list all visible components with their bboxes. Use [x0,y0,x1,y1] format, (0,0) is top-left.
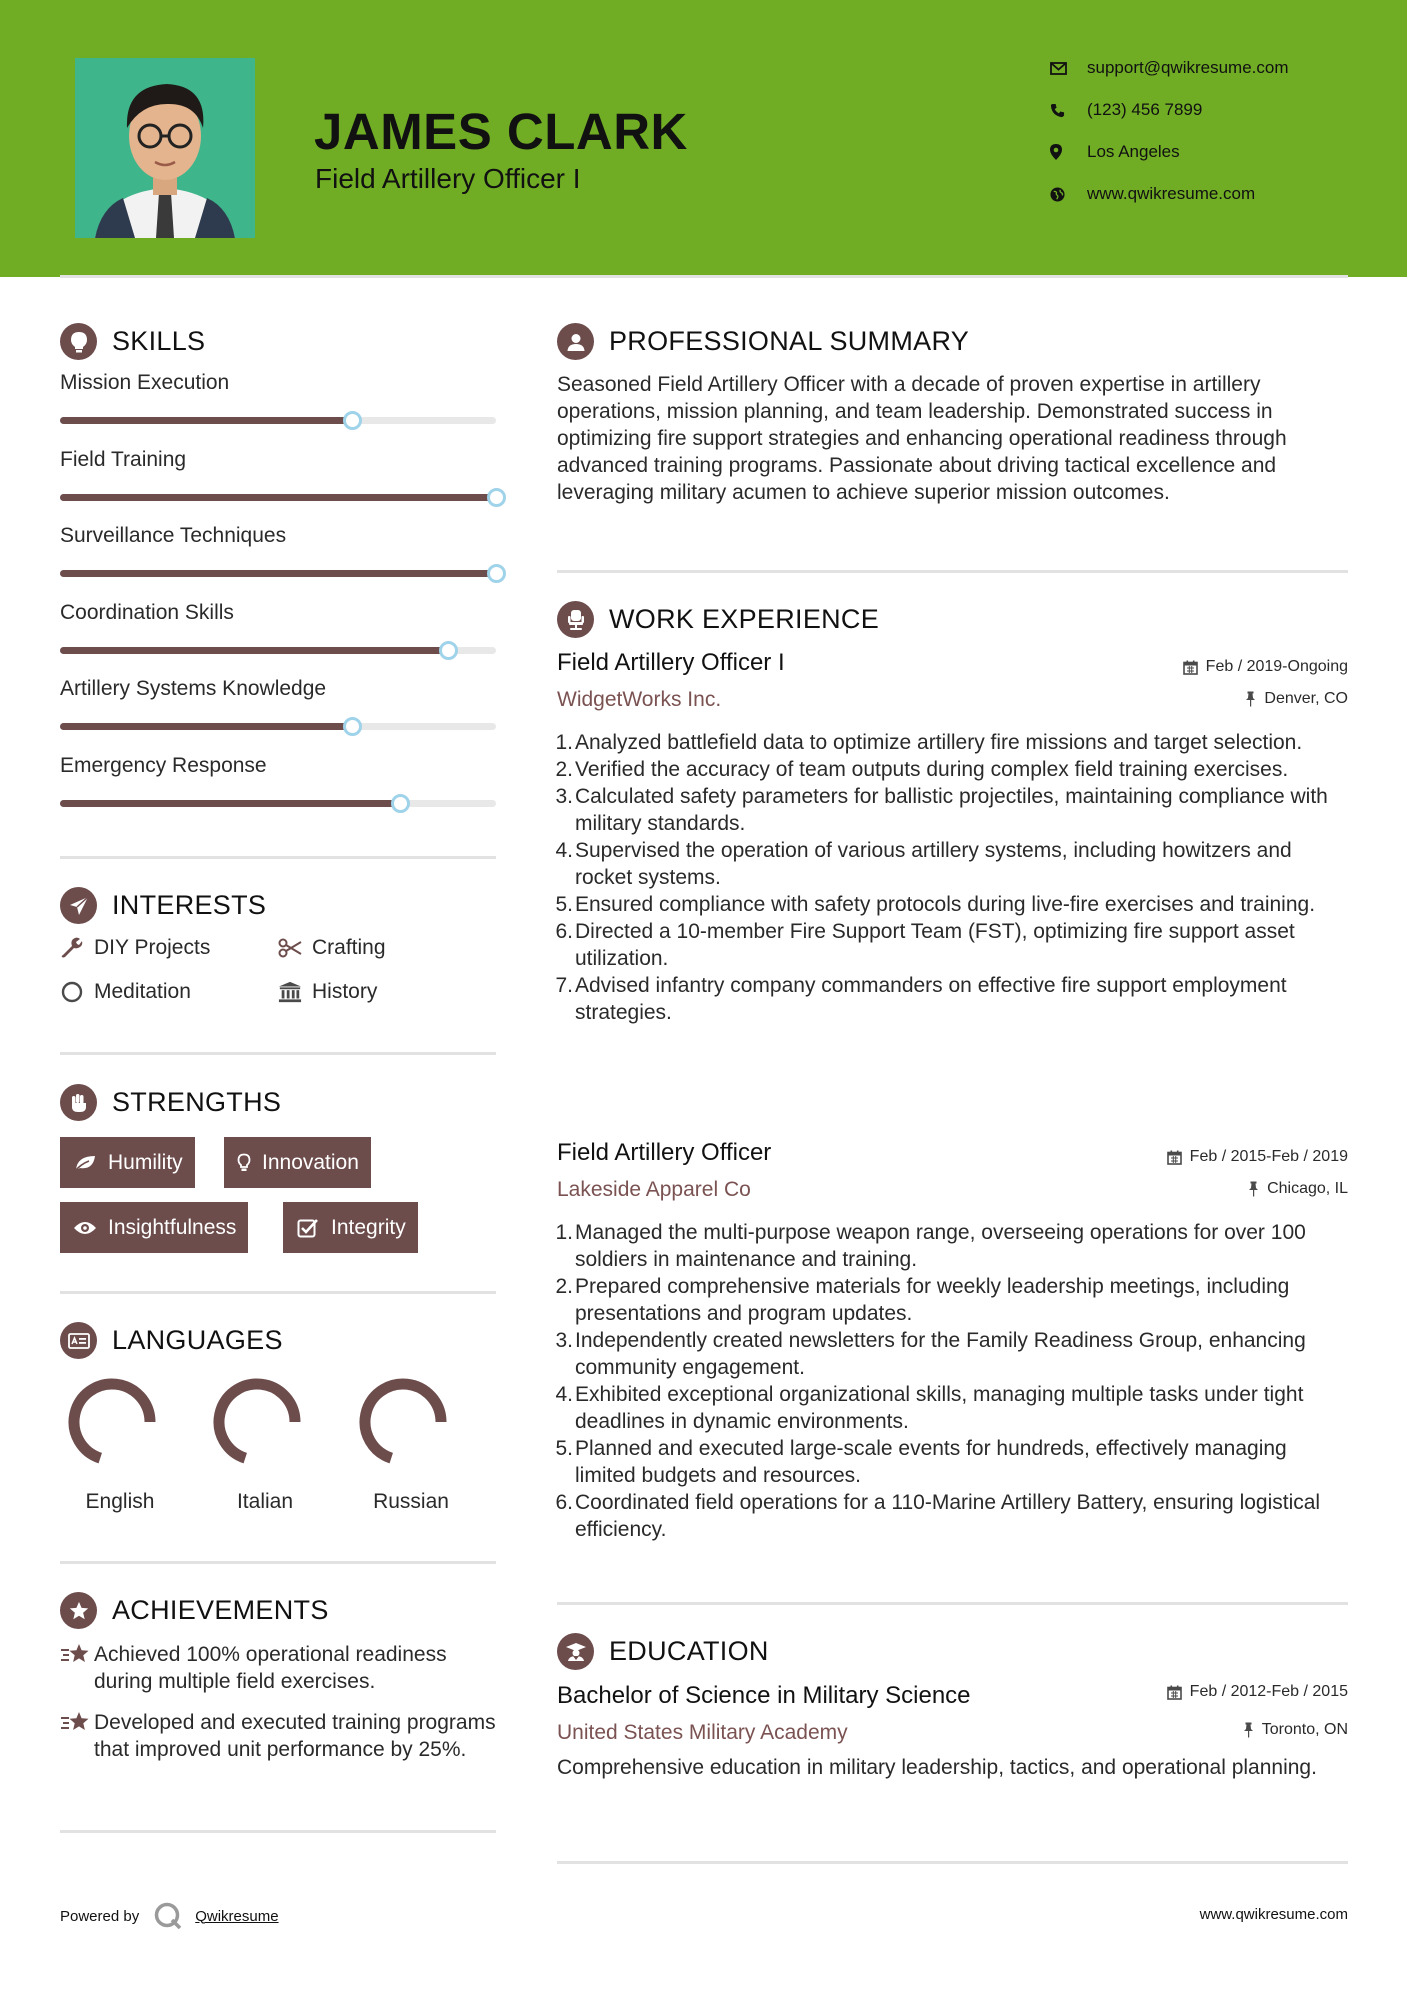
education-dates-text: Feb / 2012-Feb / 2015 [1189,1683,1348,1700]
skill-level-bar [60,570,496,577]
job-bullet: 1. Analyzed battlefield data to optimize artillery fire missions and target selection. [555,731,1303,754]
star-badge-icon [60,1592,97,1629]
interest-label: DIY Projects [94,936,211,959]
user-icon [557,323,594,360]
job-bullets [552,729,1352,1026]
contact-website-text: www.qwikresume.com [1087,184,1256,203]
strength-chip [60,1202,248,1253]
job-location-text: Chicago, IL [1267,1180,1348,1197]
language-label: Russian [373,1490,449,1513]
institution-icon [278,980,302,1004]
skill-label: Emergency Response [60,753,267,777]
job-title: Field Artillery Officer [557,1139,772,1166]
language-level-ring [74,1384,150,1458]
languages-heading [60,1322,283,1359]
strength-label: Innovation [262,1150,359,1174]
eye-icon [72,1220,98,1236]
skills-divider [60,856,496,859]
skill-label: Surveillance Techniques [60,524,287,547]
experience-divider [557,1602,1348,1605]
language-level-ring [219,1384,295,1458]
job-bullet: 5. Ensured compliance with safety protocols during live-fire exercises and training. [555,893,1316,916]
education-title: EDUCATION [609,1636,769,1666]
powered-by-text: Powered by [60,1907,140,1925]
trophy-star-icon [60,1710,94,1743]
contact-website[interactable] [1050,184,1255,204]
achievement-item [60,1641,500,1695]
interest-label: Meditation [94,980,191,1003]
summary-heading [557,323,969,360]
strength-label: Humility [108,1150,183,1174]
phone-icon [1050,100,1078,120]
scissors-icon [278,936,302,960]
job-bullet: 1. Managed the multi-purpose weapon range, overseeing operations for over 100 soldiers in maintenance and training. [555,1221,1306,1271]
experience-heading [557,601,879,638]
powered-by [60,1901,279,1931]
skills-heading [60,323,205,360]
calendar-icon [1167,1685,1182,1700]
interests-divider [60,1052,496,1055]
job-bullet: 3. Calculated safety parameters for ballistic projectiles, maintaining compliance with military standards. [555,785,1328,835]
interest-label: History [312,980,378,1003]
interest-item [60,980,191,1004]
profile-photo [75,58,255,238]
qwikresume-logo-icon [153,1901,183,1931]
achievement-text: Developed and executed training programs that improved unit performance by 25%. [94,1711,496,1761]
job-bullet: 5. Planned and executed large-scale events for hundreds, effectively managing limited budgets and resources. [555,1437,1287,1487]
circle-icon [60,980,84,1004]
education-location [1243,1721,1348,1739]
job-bullet: 2. Prepared comprehensive materials for weekly leadership meetings, including presentations and program updates. [555,1275,1290,1325]
achievement-item [60,1709,500,1763]
globe-icon [1050,184,1078,204]
achievements-divider [60,1830,496,1833]
job-dates-text: Feb / 2015-Feb / 2019 [1189,1148,1348,1165]
calendar-icon [1167,1150,1182,1165]
skill-level-knob [487,564,506,583]
footer-url[interactable]: www.qwikresume.com [1199,1906,1348,1923]
skill-level-knob [343,411,362,430]
interest-item [278,936,386,960]
trophy-star-icon [60,1642,94,1675]
skill-level-fill [60,417,352,424]
contact-email[interactable] [1050,58,1289,78]
contact-phone-text: (123) 456 7899 [1087,100,1203,119]
language-rings [60,1370,500,1480]
education-divider [557,1861,1348,1864]
experience-title: WORK EXPERIENCE [609,604,880,634]
skill-level-fill [60,723,352,730]
skill-level-knob [487,488,506,507]
office-chair-icon [557,601,594,638]
job-bullets [552,1219,1352,1543]
job-dates [1183,658,1348,676]
skill-level-fill [60,494,496,501]
job-dates-text: Feb / 2019-Ongoing [1205,658,1348,675]
skill-level-knob [343,717,362,736]
pushpin-icon [1248,1181,1259,1197]
skill-level-knob [391,794,410,813]
skill-level-bar [60,723,496,730]
skill-level-bar [60,647,496,654]
paper-plane-icon [60,887,97,924]
strength-chip [283,1202,418,1253]
map-marker-icon [1050,142,1078,162]
language-card-icon [60,1322,97,1359]
strengths-title: STRENGTHS [112,1087,282,1117]
summary-title: PROFESSIONAL SUMMARY [609,326,970,356]
interests-heading [60,887,266,924]
pushpin-icon [1243,1722,1254,1738]
job-bullet: 7. Advised infantry company commanders on effective fire support employment strategies. [555,974,1287,1024]
candidate-name: JAMES CLARK [314,103,688,160]
job-bullet: 3. Independently created newsletters for the Family Readiness Group, enhancing community engagement. [555,1329,1306,1379]
job-bullet: 6. Directed a 10-member Fire Support Team (FST), optimizing fire support asset utilization. [555,920,1295,970]
language-label: English [85,1490,155,1513]
calendar-icon [1183,660,1198,675]
job-bullet: 4. Exhibited exceptional organizational skills, managing multiple tasks under tight deadlines in dynamic environments. [555,1383,1304,1433]
strength-label: Integrity [331,1215,406,1239]
achievement-text: Achieved 100% operational readiness during multiple field exercises. [94,1643,447,1693]
skill-label: Artillery Systems Knowledge [60,677,327,700]
summary-divider [557,570,1348,573]
education-dates [1167,1683,1348,1701]
company-name: Lakeside Apparel Co [557,1178,751,1201]
strength-chip [224,1137,371,1188]
language-label: Italian [236,1490,294,1513]
languages-title: LANGUAGES [112,1325,283,1355]
contact-phone[interactable] [1050,100,1202,120]
header-divider [60,275,1348,278]
contact-email-text: support@qwikresume.com [1087,58,1289,77]
skills-title: SKILLS [112,326,206,356]
skill-label: Field Training [60,447,187,471]
job-location [1245,690,1348,708]
contact-location-text: Los Angeles [1087,142,1180,161]
achievements-title: ACHIEVEMENTS [112,1595,329,1625]
strengths-divider [60,1291,496,1294]
degree-title: Bachelor of Science in Military Science [557,1682,971,1709]
skill-level-bar [60,417,496,424]
interest-label: Crafting [312,936,386,959]
interests-title: INTERESTS [112,890,267,920]
wrench-icon [60,936,84,960]
contact-location [1050,142,1180,162]
language-level-ring [365,1384,441,1458]
qwikresume-link[interactable]: Qwikresume [195,1907,279,1925]
skill-level-fill [60,570,496,577]
education-description: Comprehensive education in military leadership, tactics, and operational planning. [557,1756,1317,1779]
pushpin-icon [1245,691,1256,707]
languages-divider [60,1561,496,1564]
education-heading [557,1633,769,1670]
job-title: Field Artillery Officer I [557,649,785,676]
skill-level-fill [60,800,400,807]
achievements-heading [60,1592,329,1629]
strength-chip [60,1137,195,1188]
check-square-icon [295,1218,321,1238]
skill-label: Mission Execution [60,371,230,394]
job-location-text: Denver, CO [1264,690,1348,707]
job-bullet: 2. Verified the accuracy of team outputs during complex field training exercises. [555,758,1289,781]
job-bullet: 6. Coordinated field operations for a 110-Marine Artillery Battery, ensuring logistical efficiency. [555,1491,1321,1541]
skill-label: Coordination Skills [60,600,234,624]
skill-level-fill [60,647,448,654]
leaf-icon [72,1154,98,1172]
graduate-icon [557,1633,594,1670]
skill-level-knob [439,641,458,660]
envelope-icon [1050,58,1078,78]
interest-item [278,980,377,1004]
hand-fist-icon [60,1084,97,1121]
skill-level-bar [60,800,496,807]
job-bullet: 4. Supervised the operation of various artillery systems, including howitzers and rocket systems. [555,839,1292,889]
interest-item [60,936,210,960]
job-dates [1167,1148,1348,1166]
education-location-text: Toronto, ON [1261,1721,1348,1738]
candidate-title: Field Artillery Officer I [315,163,581,194]
lightbulb-outline-icon [236,1153,252,1173]
school-name: United States Military Academy [557,1721,848,1744]
company-name: WidgetWorks Inc. [557,688,722,711]
lightbulb-icon [60,323,97,360]
job-location [1248,1180,1348,1198]
strength-label: Insightfulness [108,1215,237,1239]
skill-level-bar [60,494,496,501]
strengths-heading [60,1084,281,1121]
summary-text: Seasoned Field Artillery Officer with a decade of proven expertise in artillery operations, mission planning, and team leadership. Demonstrated success in optimizing fire support strategies and enhancing operational readiness through advanced training programs. Passionate about driving tactical excellence and leveraging military acumen to achieve superior mission outcomes. [557,373,1287,504]
